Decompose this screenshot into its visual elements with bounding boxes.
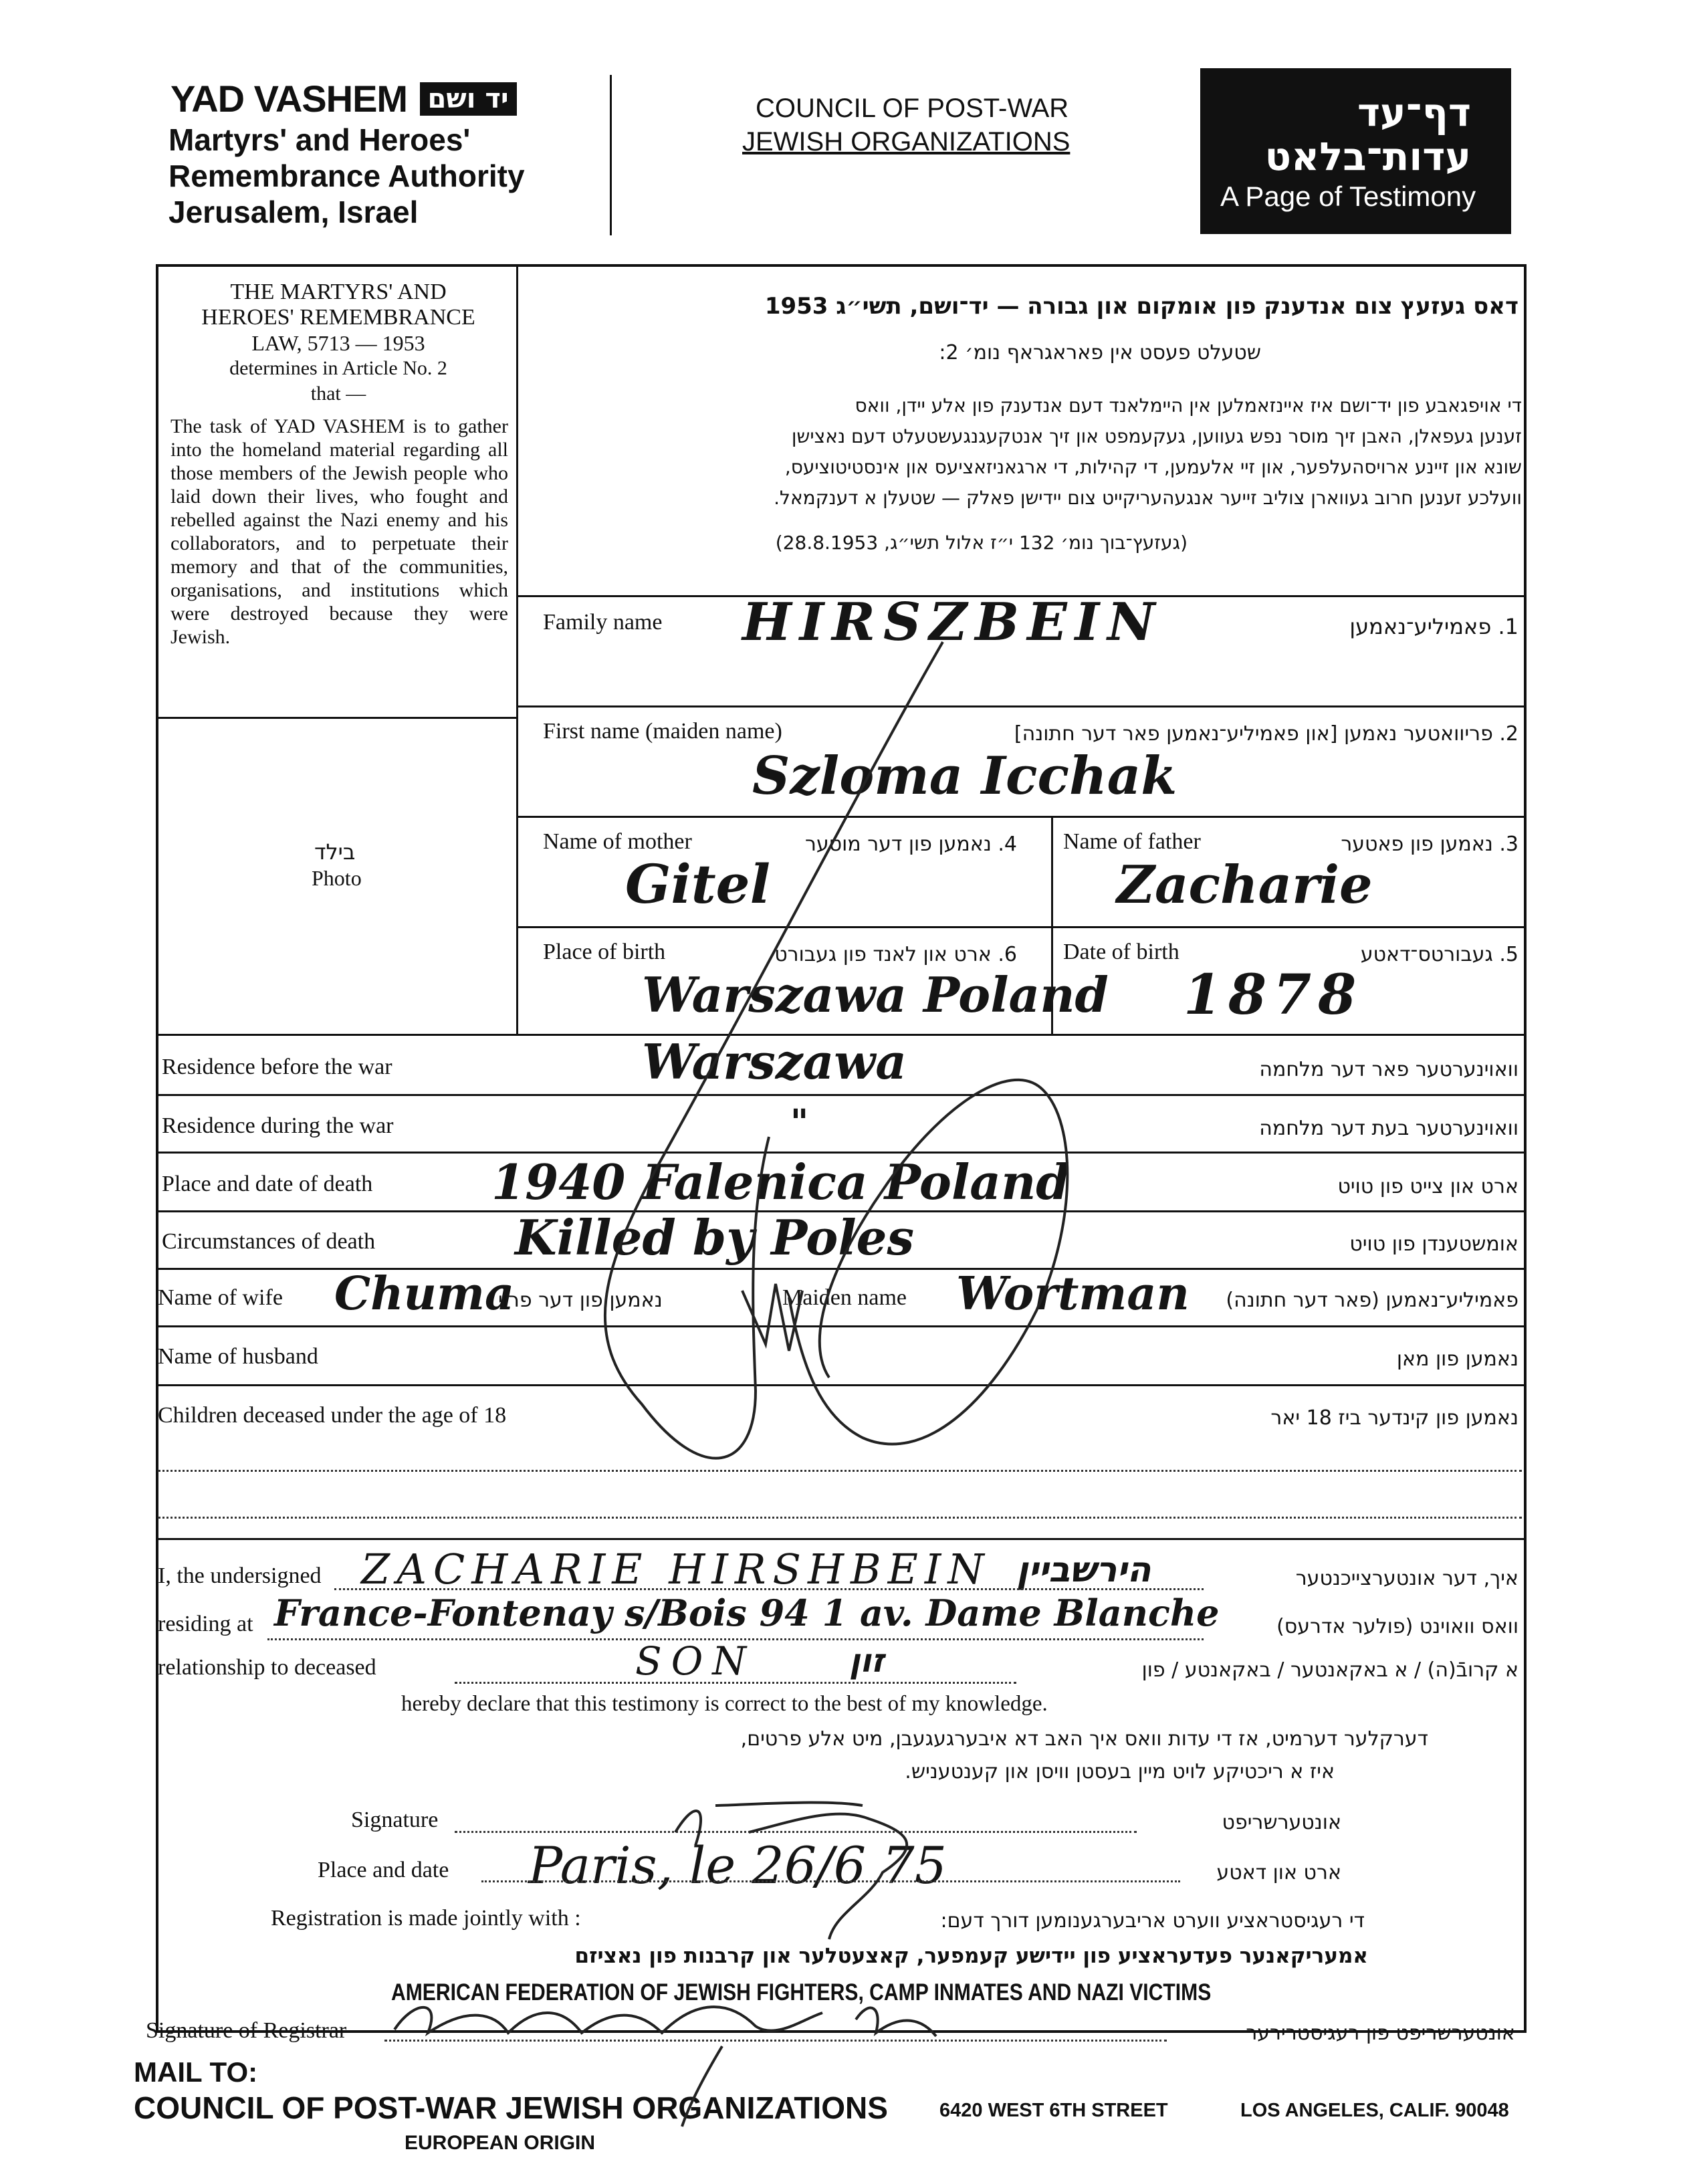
family-name-hebrew: 1. פאמיליע־נאמען <box>1349 614 1518 639</box>
mother-label: Name of mother <box>543 829 692 854</box>
birthdate-label: Date of birth <box>1063 940 1179 964</box>
undersigned-label: I, the undersigned <box>158 1563 322 1588</box>
husband-hebrew: נאמען פון מאן <box>1396 1347 1518 1371</box>
undersigned-value[interactable]: ZACHARIE HIRSHBEIN <box>361 1545 991 1594</box>
law-hebrew-line4: וועלכע זענען חרוב געווארן צוליב זייער אנגעהעריקייט צום יידישן פאלק — שטעלן א דענקמאל. <box>774 487 1522 509</box>
children-label: Children deceased under the age of 18 <box>158 1403 507 1428</box>
residing-hebrew: וואס וואוינט (פולער אדרעס) <box>1276 1615 1518 1638</box>
law-column-bottom <box>158 717 518 719</box>
children-dotted-line-1 <box>158 1470 1522 1472</box>
father-value[interactable]: Zacharie <box>1117 855 1373 915</box>
undersigned-value-hebrew[interactable]: הירשביין <box>1016 1550 1151 1590</box>
birthplace-hebrew: 6. ארט און לאנד פון געבורט <box>774 943 1017 966</box>
residing-value[interactable]: France-Fontenay s/Bois 94 1 av. Dame Blanche <box>274 1592 1220 1634</box>
footer-origin: EUROPEAN ORIGIN <box>405 2132 596 2154</box>
divider-res-before <box>158 1094 1525 1096</box>
footer-org: COUNCIL OF POST-WAR JEWISH ORGANIZATIONS <box>134 2090 888 2125</box>
death-hebrew: ארט און צייט פון טויט <box>1337 1175 1518 1198</box>
footer-city: LOS ANGELES, CALIF. 90048 <box>1240 2100 1509 2121</box>
place-date-value[interactable]: Paris, le 26/6 75 <box>528 1836 947 1895</box>
header-divider <box>610 75 612 235</box>
title-hebrew1: דף־עד <box>1357 90 1471 135</box>
place-date-label: Place and date <box>318 1858 449 1882</box>
mail-to: MAIL TO: <box>134 2056 258 2088</box>
family-name-value[interactable]: HIRSZBEIN <box>742 592 1163 653</box>
federation-hebrew: אמעריקאנער פעדעראציע פון יידישע קעמפער, קאצעטלער און קרבנות פון נאציזם <box>574 1944 1368 1968</box>
law-hebrew-line1: די אויפגאבע פון יד־ושם איז איינזאמלען אין היימלאנד דעם אנדענק פון אלע יידן, וואס <box>855 395 1522 417</box>
page-of-testimony-box <box>1200 68 1511 234</box>
photo-label: Photo <box>312 866 362 890</box>
statement-he2: איז א ריכטיקע לויט מיין בעסטן וויסן און קענטעניש. <box>905 1760 1335 1783</box>
residence-during-value[interactable]: " <box>790 1102 809 1143</box>
wife-hebrew-mid: נאמען פון דער פרוי <box>498 1289 663 1312</box>
death-label: Place and date of death <box>162 1172 373 1196</box>
death-value[interactable]: 1940 Falenica Poland <box>491 1154 1070 1210</box>
org-line3: Jerusalem, Israel <box>168 195 419 229</box>
statement-he1: דערקלער דערמיט, אז די עדות וואס איך האב דא איבערגעגעבן, מיט אלע פרטים, <box>740 1727 1428 1751</box>
undersigned-dots <box>334 1588 1204 1590</box>
wife-hebrew: פאמיליע־נאמען (פאר דער חתונה) <box>1226 1289 1518 1312</box>
residing-label: residing at <box>158 1612 253 1636</box>
divider-family-first <box>516 705 1525 707</box>
residence-before-hebrew: וואוינערטער פאר דער מלחמה <box>1259 1058 1518 1081</box>
wife-label: Name of wife <box>158 1285 283 1310</box>
residence-during-hebrew: וואוינערטער בעת דער מלחמה <box>1259 1117 1518 1140</box>
org-name: YAD VASHEM <box>171 78 408 120</box>
title-hebrew2: עדות־בלאט <box>1264 134 1471 179</box>
signature-hebrew: אונטערשריפט <box>1222 1811 1341 1834</box>
father-hebrew: 3. נאמען פון פאטער <box>1341 833 1518 856</box>
children-hebrew: נאמען פון קינדער ביז 18 יאר <box>1270 1406 1518 1430</box>
yad-vashem-logo <box>171 77 517 120</box>
maiden-name-value[interactable]: Wortman <box>956 1267 1190 1321</box>
relationship-hebrew: א קרובֿ(ה) / א באקאנטער / באקאנטע / פון <box>1141 1658 1518 1682</box>
husband-label: Name of husband <box>158 1344 318 1369</box>
family-name-label: Family name <box>543 610 663 635</box>
council-line1: COUNCIL OF POST-WAR <box>756 94 1069 123</box>
relationship-dots <box>455 1682 1016 1684</box>
residence-during-label: Residence during the war <box>162 1113 394 1138</box>
birthdate-hebrew: 5. געבורטס־דאטע <box>1360 943 1518 966</box>
birthdate-value[interactable]: 1878 <box>1184 963 1363 1027</box>
statement-en: hereby declare that this testimony is correct to the best of my knowledge. <box>401 1692 1048 1716</box>
place-date-hebrew: ארט און דאטע <box>1216 1861 1341 1884</box>
first-name-label: First name (maiden name) <box>543 719 782 744</box>
law-title-2: HEROES' REMEMBRANCE <box>201 305 475 330</box>
federation-en: AMERICAN FEDERATION OF JEWISH FIGHTERS, CAMP INMATES AND NAZI VICTIMS <box>391 1979 1212 2005</box>
wife-value[interactable]: Chuma <box>334 1267 515 1321</box>
relationship-value-hebrew[interactable]: זון <box>849 1642 885 1680</box>
divider-parents-birth <box>516 926 1525 928</box>
mother-value[interactable]: Gitel <box>625 853 770 915</box>
law-hebrew-line3: שונא און זיינע ארויסהעלפער, און זיי אלעמען, די קהילות, די ארגאניזאציעס און אינסטיטוציעס, <box>784 456 1522 478</box>
relationship-value[interactable]: SON <box>635 1638 756 1684</box>
first-name-value[interactable]: Szloma Icchak <box>752 746 1177 806</box>
council-line2: JEWISH ORGANIZATIONS <box>742 127 1071 156</box>
law-hebrew-title: דאס געזעץ צום אנדענק פון אומקום און גבורה — יד־ושם, תשי״ג 1953 <box>764 293 1518 320</box>
law-title <box>160 280 516 407</box>
circumstances-value[interactable]: Killed by Poles <box>515 1209 915 1266</box>
divider-children <box>158 1538 1525 1540</box>
birthplace-label: Place of birth <box>543 940 666 964</box>
law-hebrew-subtitle: שטעלט פעסט אין פאראגראף נומ׳ 2: <box>939 341 1261 364</box>
photo-label-hebrew: בילד <box>314 839 356 865</box>
signature-label: Signature <box>351 1808 439 1832</box>
undersigned-hebrew: איך, דער אונטערצייכנטער <box>1295 1567 1518 1590</box>
law-column-divider <box>516 266 518 1034</box>
registrar-hebrew: אונטערשריפט פון רעגיסטרירער <box>1246 2022 1515 2045</box>
law-title-4: determines in Article No. 2 <box>229 357 447 379</box>
org-logo-hebrew: יד ושם <box>420 82 517 116</box>
relationship-label: relationship to deceased <box>158 1655 376 1680</box>
signature-dots <box>455 1831 1137 1833</box>
org-line1: Martyrs' and Heroes' <box>168 122 471 157</box>
father-label: Name of father <box>1063 829 1201 854</box>
residence-before-label: Residence before the war <box>162 1055 392 1079</box>
children-dotted-line-2 <box>158 1517 1522 1519</box>
registration-label: Registration is made jointly with : <box>271 1906 581 1931</box>
law-title-5: that — <box>310 383 366 405</box>
residence-before-value[interactable]: Warszawa <box>642 1033 907 1090</box>
registrar-dots <box>384 2040 1167 2042</box>
birthplace-value[interactable]: Warszawa Poland <box>642 966 1109 1023</box>
place-date-dots <box>481 1880 1180 1882</box>
title-english: A Page of Testimony <box>1220 181 1476 212</box>
footer-address: 6420 WEST 6TH STREET <box>939 2100 1168 2121</box>
registration-hebrew: די רעגיסטראציע ווערט אריבערגענומען דורך דעם: <box>940 1909 1365 1933</box>
divider-first-parents <box>516 816 1525 818</box>
divider-wife <box>158 1325 1525 1327</box>
divider-husband <box>158 1384 1525 1386</box>
law-title-1: THE MARTYRS' AND <box>230 280 447 304</box>
law-body: The task of YAD VASHEM is to gather into the homeland material regarding all those members of the Jewish people who laid down their lives, who fought and rebelled against the Nazi enemy and his collaborators, and to perpetuate their memory and that of the communities, organisations, and institutions which were destroyed because they were Jewish. <box>171 415 508 648</box>
law-hebrew-line2: זענען געפאלן, האבן זיך מוסר נפש געווען, געקעמפט און זיך אנטקעגנגעשטעלט דעם נאצישן <box>791 425 1522 447</box>
circumstances-hebrew: אומשטענדן פון טויט <box>1349 1232 1518 1256</box>
maiden-name-label: Maiden name <box>782 1285 907 1310</box>
first-name-hebrew: 2. פריוואטער נאמען [און פאמיליע־נאמען פאר דער חתונה] <box>1014 722 1518 746</box>
law-title-3: LAW, 5713 — 1953 <box>251 331 425 355</box>
circumstances-label: Circumstances of death <box>162 1229 376 1254</box>
mother-hebrew: 4. נאמען פון דער מוטער <box>804 833 1017 856</box>
org-line2: Remembrance Authority <box>168 158 525 193</box>
registrar-label: Signature of Registrar <box>146 2018 347 2043</box>
law-hebrew-line5: (געזעץ־בוך נומ׳ 132 י״ז אלול תשי״ג, 28.8.1953) <box>775 532 1188 554</box>
